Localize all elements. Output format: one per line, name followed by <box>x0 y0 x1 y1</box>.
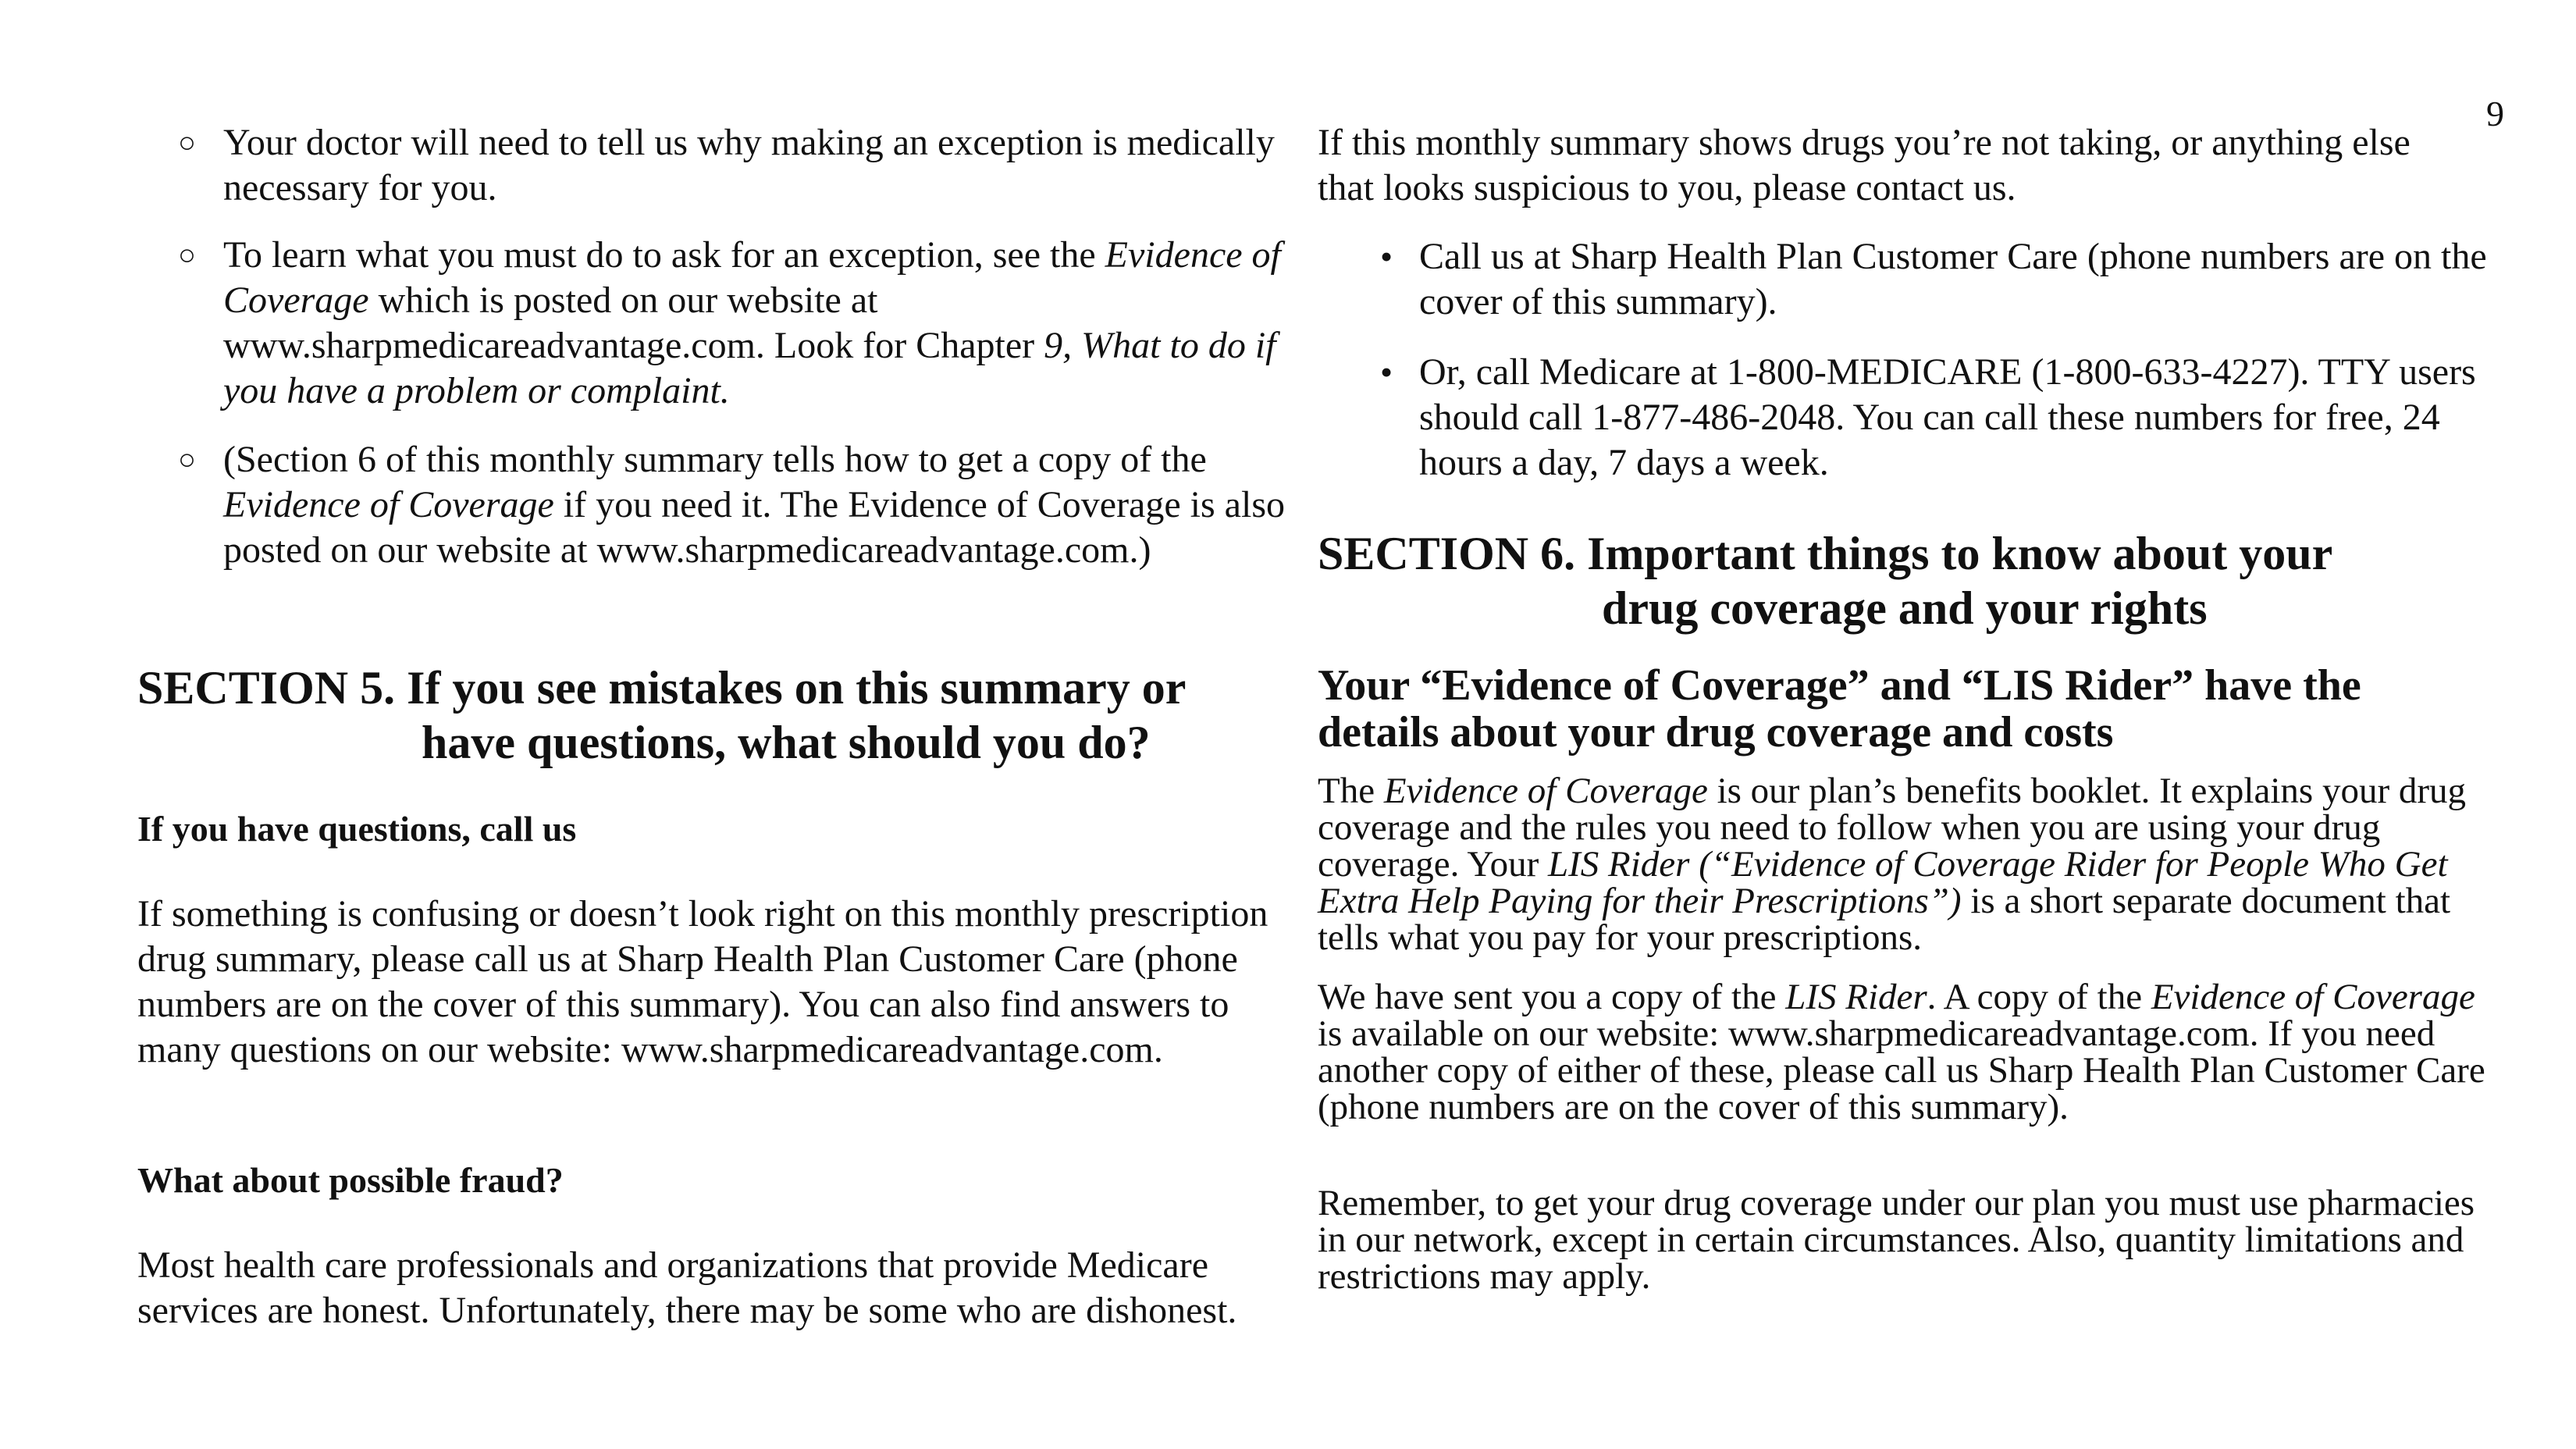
coverage-details-heading: Your “Evidence of Coverage” and “LIS Rider” have the details about your drug coverage and costs <box>1318 661 2361 757</box>
bullet-item-text: Or, call Medicare at 1-800-MEDICARE (1-800-633-4227). TTY users should call 1-877-486-2048. You can call these numbers for free, 24 hours a day, 7 days a week. <box>1419 351 2476 483</box>
fraud-body: Most health care professionals and organizations that provide Medicare services are honest. Unfortunately, there may be some who are dishonest. <box>137 1244 1237 1331</box>
sub-list-item <box>178 233 1286 414</box>
sub-item-text: To learn what you must do to ask for an exception, see the Evidence of Coverage which is posted on our website at www.sharpmedicareadvantage.com. Look for Chapter 9, What to do if you have a problem or complaint. <box>223 234 1281 411</box>
questions-heading: If you have questions, call us <box>137 809 577 849</box>
sub-item-text: (Section 6 of this monthly summary tells how to get a copy of the Evidence of Coverage if you need it. The Evidence of Coverage is also posted on our website at www.sharpmedicareadvantage.com.) <box>223 439 1285 571</box>
section-5-title-line1: SECTION 5. If you see mistakes on this summary or <box>137 662 1187 714</box>
bullet-item <box>1374 234 2514 325</box>
bullet-dot-icon: • <box>1380 237 1393 276</box>
pharmacy-network-paragraph: Remember, to get your drug coverage under our plan you must use pharmacies in our network, except in certain circumstances. Also, quantity limitations and restrictions may apply. <box>1318 1183 2475 1297</box>
bullet-item <box>1374 350 2514 486</box>
suspicious-intro: If this monthly summary shows drugs you’re not taking, or anything else that looks suspicious to you, please contact us. <box>1318 122 2411 208</box>
hollow-circle-bullet-icon: ○ <box>178 126 196 159</box>
sub-item-text: Your doctor will need to tell us why making an exception is medically necessary for you. <box>223 122 1275 208</box>
section-6-title-line2: drug coverage and your rights <box>1602 582 2208 634</box>
hollow-circle-bullet-icon: ○ <box>178 239 196 272</box>
section-5-title-line2: have questions, what should you do? <box>422 717 1151 768</box>
section-6-title-line1: SECTION 6. Important things to know about your <box>1318 528 2333 579</box>
lis-rider-copy-paragraph: We have sent you a copy of the LIS Rider. A copy of the Evidence of Coverage is available on our website: www.sharpmedicareadvantage.com. If you need another copy of either of these, please call us Sharp Health Plan Customer Care (phone numbers are on the cover of this summary). <box>1318 977 2485 1127</box>
questions-body: If something is confusing or doesn’t look right on this monthly prescription drug summary, please call us at Sharp Health Plan Customer Care (phone numbers are on the cover of this summary). You can also find answers to many questions on our website: www.sharpmedicareadvantage.com. <box>137 893 1268 1070</box>
fraud-heading: What about possible fraud? <box>137 1160 564 1200</box>
evidence-of-coverage-paragraph: The Evidence of Coverage is our plan’s benefits booklet. It explains your drug coverage and the rules you need to follow when you are using your drug coverage. Your LIS Rider (“Evidence of Coverage Rider for People Who Get Extra Help Paying for their Prescriptions”) is a short separate document that tells what you pay for your prescriptions. <box>1318 771 2466 958</box>
bullet-item-text: Call us at Sharp Health Plan Customer Care (phone numbers are on the cover of this summary). <box>1419 236 2487 322</box>
hollow-circle-bullet-icon: ○ <box>178 443 196 476</box>
sub-list-item <box>178 120 1286 211</box>
section-6-title <box>1318 526 2512 635</box>
bullet-dot-icon: • <box>1380 352 1393 392</box>
section-5-title <box>137 660 1308 770</box>
page-number: 9 <box>2486 94 2504 134</box>
sub-list-item <box>178 437 1286 573</box>
